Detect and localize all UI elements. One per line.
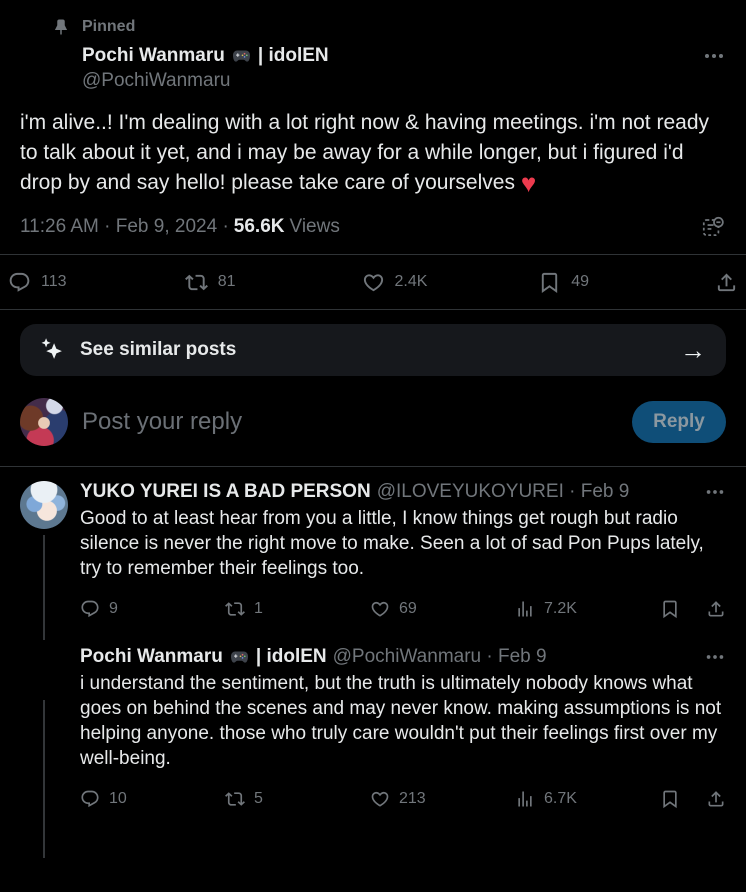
current-user-avatar[interactable] <box>20 398 68 446</box>
reply-author-avatar[interactable] <box>20 646 68 694</box>
bookmark-count: 49 <box>571 273 590 290</box>
like-count: 69 <box>399 600 417 617</box>
repost-icon <box>225 789 245 809</box>
views-count: 7.2K <box>544 600 577 617</box>
repost-action[interactable] <box>185 271 362 294</box>
views-icon <box>515 599 535 619</box>
reply-action-bar <box>80 590 726 628</box>
reply-count: 10 <box>109 790 127 807</box>
divider <box>0 309 746 310</box>
share-action[interactable] <box>715 271 738 294</box>
repost-action[interactable] <box>225 789 370 809</box>
author-name[interactable] <box>82 45 702 67</box>
more-icon[interactable] <box>702 44 726 68</box>
views-count: 6.7K <box>544 790 577 807</box>
views-count: 56.6K <box>233 216 285 237</box>
reply-tweet[interactable] <box>0 467 746 632</box>
reply-submit-button[interactable]: Reply <box>632 401 726 443</box>
see-similar-posts-button[interactable] <box>20 324 726 376</box>
repost-count: 5 <box>254 790 263 807</box>
like-icon <box>362 271 385 294</box>
thread-line <box>43 535 45 640</box>
reply-author-name-suffix: | idolEN <box>255 646 327 667</box>
pinned-label: Pinned <box>82 18 136 35</box>
reply-icon <box>80 599 100 619</box>
author-avatar[interactable] <box>20 44 70 94</box>
reply-action-bar <box>80 780 726 818</box>
main-tweet-header <box>0 44 746 94</box>
red-heart-emoji: ♥ <box>520 168 537 198</box>
like-action[interactable] <box>370 789 515 809</box>
bookmark-icon[interactable] <box>660 789 680 809</box>
bookmark-icon[interactable] <box>660 599 680 619</box>
share-icon <box>715 271 738 294</box>
reply-author-avatar[interactable] <box>20 481 68 529</box>
like-action[interactable] <box>370 599 515 619</box>
like-action[interactable] <box>362 271 539 294</box>
main-action-bar <box>0 255 746 309</box>
like-icon <box>370 599 390 619</box>
reply-input[interactable] <box>82 408 632 436</box>
reply-author-name[interactable]: Pochi Wanmaru <box>80 646 223 667</box>
see-similar-posts-label: See similar posts <box>80 339 237 360</box>
repost-count: 81 <box>217 273 236 290</box>
reply-tweet[interactable] <box>0 632 746 822</box>
author-name-text: Pochi Wanmaru <box>82 45 225 66</box>
reply-action[interactable] <box>80 789 225 809</box>
reply-author-name[interactable]: YUKO YUREI IS A BAD PERSON <box>80 481 371 502</box>
thread-line <box>43 700 45 858</box>
views-icon <box>515 789 535 809</box>
share-icon[interactable] <box>706 789 726 809</box>
reply-count: 113 <box>41 273 67 290</box>
tweet-body <box>0 108 746 198</box>
views-action[interactable] <box>515 599 660 619</box>
arrow-right-icon: → <box>680 335 706 365</box>
like-count: 213 <box>399 790 426 807</box>
repost-icon <box>185 271 208 294</box>
views-action[interactable] <box>515 789 660 809</box>
author-handle[interactable]: @PochiWanmaru <box>82 70 231 91</box>
reply-action[interactable] <box>8 271 185 294</box>
gamepad-icon <box>231 48 252 65</box>
pin-icon <box>52 18 70 36</box>
reply-author-meta[interactable]: @PochiWanmaru · Feb 9 <box>332 646 547 667</box>
reply-composer <box>0 398 746 446</box>
more-icon[interactable] <box>704 646 726 668</box>
reply-icon <box>8 271 31 294</box>
views-label: Views <box>289 216 340 237</box>
more-icon[interactable] <box>704 481 726 503</box>
reply-text: i understand the sentiment, but the truth is ultimately nobody knows what goes on behind the scenes and may never know. making assumptions is not helping anyone. those who truly care wouldn't put their feelings first over my well-being. <box>80 673 722 769</box>
repost-icon <box>225 599 245 619</box>
bookmark-icon <box>538 271 561 294</box>
timestamp: 11:26 AM · Feb 9, 2024 · <box>20 216 229 237</box>
like-count: 2.4K <box>394 273 428 290</box>
author-name-suffix: | idolEN <box>257 45 329 66</box>
reply-count: 9 <box>109 600 118 617</box>
like-icon <box>370 789 390 809</box>
bookmark-action[interactable] <box>538 271 715 294</box>
repost-action[interactable] <box>225 599 370 619</box>
reply-text: Good to at least hear from you a little, I know things get rough but radio silence is never the right move to make. Seen a lot of sad Pon Pups lately, try to remember their feelings too. <box>80 508 704 579</box>
tweet-text: i'm alive..! I'm dealing with a lot right now & having meetings. i'm not ready to talk about it yet, and i may be away for a while longer, but i figured i'd drop by and say hello! please take care of yourselves <box>20 111 710 194</box>
reply-action[interactable] <box>80 599 225 619</box>
pinned-row <box>0 0 746 36</box>
share-icon[interactable] <box>706 599 726 619</box>
gamepad-icon <box>229 649 250 666</box>
reply-icon <box>80 789 100 809</box>
sparkle-icon <box>40 337 66 363</box>
reply-author-meta[interactable]: @ILOVEYUKOYUREI · Feb 9 <box>376 481 630 502</box>
repost-count: 1 <box>254 600 263 617</box>
timestamp-row <box>0 214 746 240</box>
grok-actions-icon[interactable] <box>700 214 726 240</box>
